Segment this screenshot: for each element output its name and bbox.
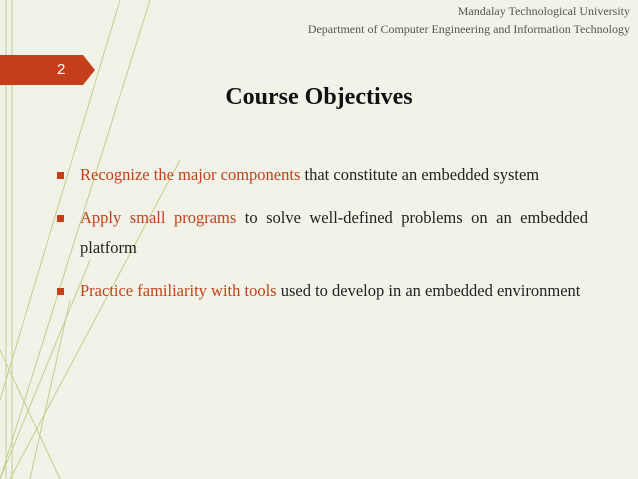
header	[308, 2, 630, 38]
square-bullet-icon	[57, 172, 64, 179]
list-item	[52, 203, 588, 263]
bullet-text: used to develop in an embedded environment	[276, 281, 581, 300]
badge-shape	[0, 55, 95, 85]
slide-title: Course Objectives	[225, 84, 413, 110]
slide-number: 2	[57, 61, 66, 78]
square-bullet-icon	[57, 288, 64, 295]
list-item	[52, 160, 588, 190]
bullet-text: that constitute an embedded system	[300, 165, 540, 184]
bullet-highlight: Apply small programs	[80, 208, 237, 227]
list-item	[52, 276, 588, 306]
department-name: Department of Computer Engineering and Information Technology	[307, 22, 630, 36]
square-bullet-icon	[57, 215, 64, 222]
bullet-text: to solve well-defined problems on an embedded platform	[80, 208, 588, 257]
university-name: Mandalay Technological University	[457, 4, 630, 18]
objectives-list	[52, 160, 588, 319]
slide-number-badge	[0, 55, 95, 85]
bullet-highlight: Recognize the major components	[80, 165, 301, 184]
bullet-highlight: Practice familiarity with tools	[80, 281, 277, 300]
